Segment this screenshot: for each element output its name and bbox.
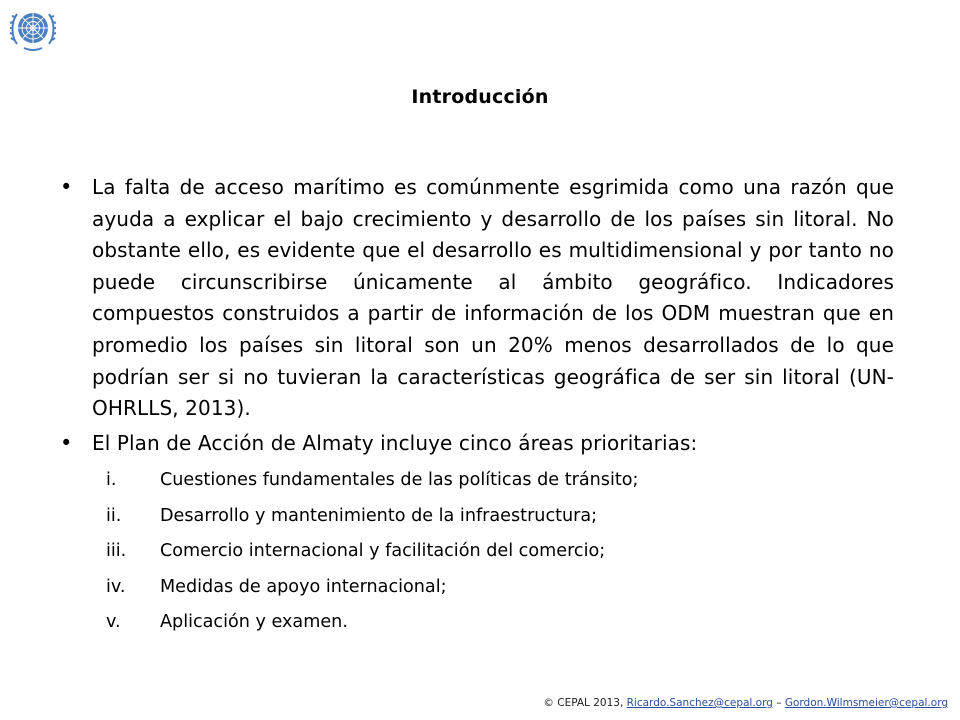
slide-title: Introducción <box>411 86 549 108</box>
bullet-item <box>60 172 894 425</box>
email-separator: – <box>772 697 785 709</box>
list-item-text: Cuestiones fundamentales de las políticas de tránsito; <box>160 470 639 491</box>
list-item <box>60 605 894 641</box>
list-item-number: iv. <box>106 576 126 597</box>
bullet-text: El Plan de Acción de Almaty incluye cinco áreas prioritarias: <box>92 430 698 455</box>
bullet-text: La falta de acceso marítimo es comúnmente esgrimida como una razón que ayuda a explicar el bajo crecimiento y desarrollo de los países sin litoral. No obstante ello, es evidente que el desarrollo es multidimensional y por tanto no puede circunscribirse únicamente al ámbito geográfico. Indicadores compuestos construidos a partir de información de los ODM muestran que en promedio los países sin litoral son un 20% menos desarrollados de lo que podrían ser si no tuvieran la características geográfica de ser sin litoral (UN-OHRLLS, 2013). <box>92 175 894 421</box>
list-item-number: v. <box>106 612 121 633</box>
priority-areas-list <box>60 463 894 641</box>
footer-credits <box>543 697 948 709</box>
list-item-text: Aplicación y examen. <box>160 612 348 633</box>
copyright-text: © CEPAL 2013, <box>543 697 627 709</box>
list-item-number: iii. <box>106 541 127 562</box>
list-item <box>60 534 894 570</box>
list-item <box>60 570 894 606</box>
email-link-sanchez[interactable]: Ricardo.Sanchez@cepal.org <box>626 697 773 709</box>
list-item-text: Medidas de apoyo internacional; <box>160 576 447 597</box>
bullet-icon: • <box>60 175 73 199</box>
list-item-number: ii. <box>106 505 122 526</box>
email-link-wilmsmeier[interactable]: Gordon.Wilmsmeier@cepal.org <box>784 697 948 709</box>
bullet-item <box>60 428 894 460</box>
united-nations-emblem-icon <box>8 4 58 54</box>
list-item <box>60 463 894 499</box>
list-item-text: Comercio internacional y facilitación del comercio; <box>160 541 606 562</box>
bullet-icon: • <box>60 430 73 455</box>
list-item <box>60 499 894 535</box>
list-item-number: i. <box>106 470 117 491</box>
list-item-text: Desarrollo y mantenimiento de la infraestructura; <box>160 505 598 526</box>
slide-content <box>60 172 894 641</box>
